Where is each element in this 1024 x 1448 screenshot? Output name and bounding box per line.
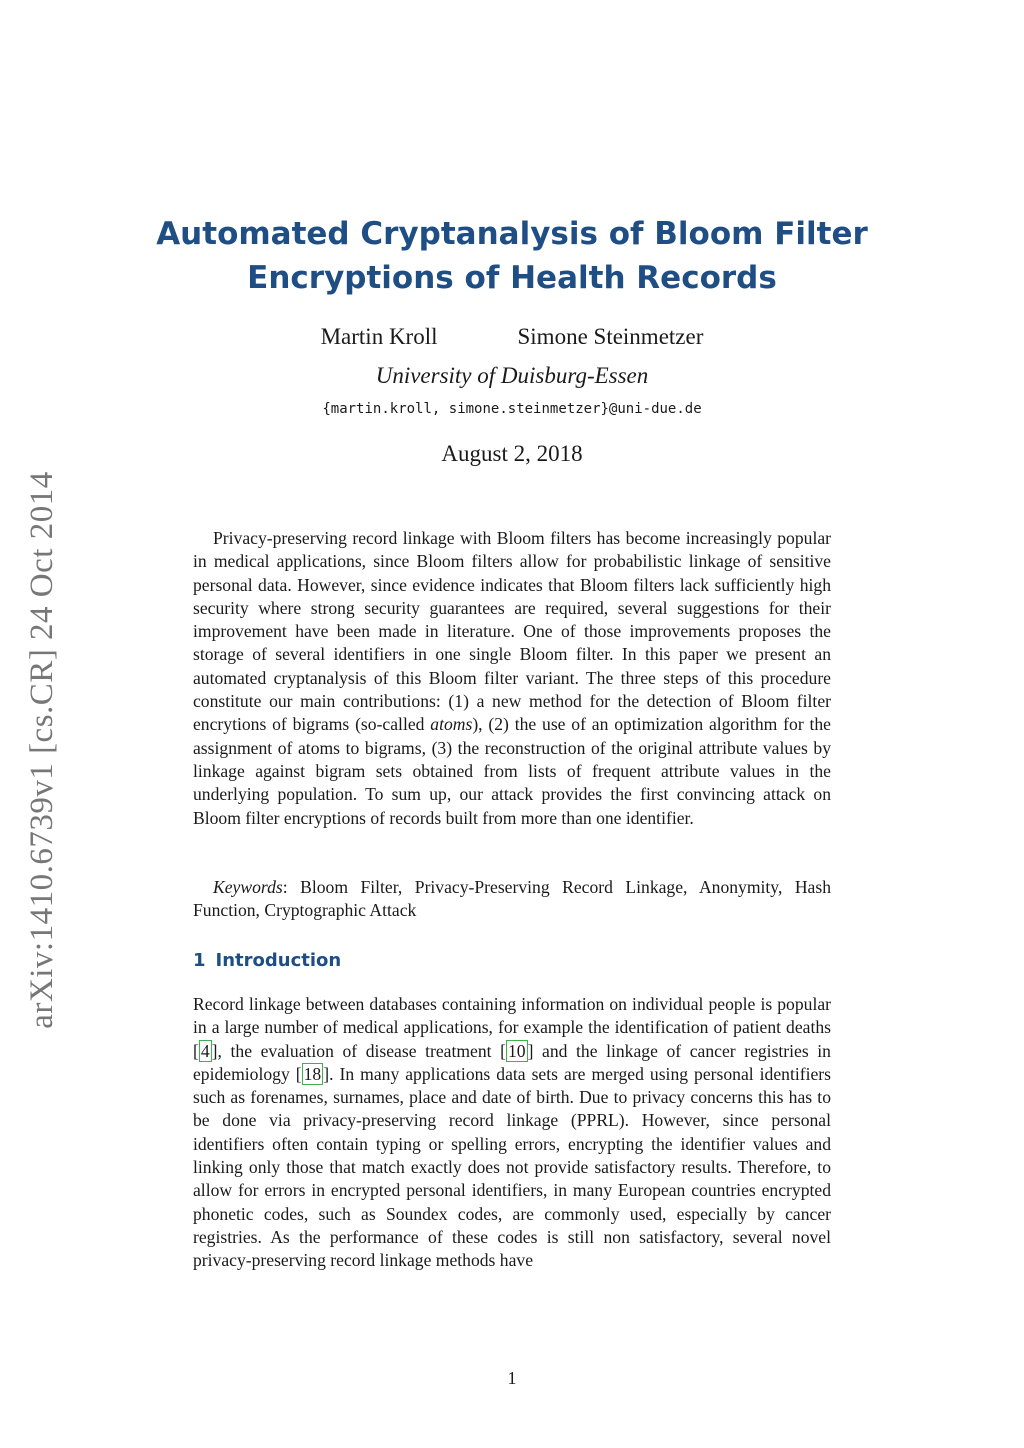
section-title: Introduction — [215, 950, 342, 971]
citation-link[interactable]: 10 — [507, 1040, 526, 1061]
citation-link[interactable]: 18 — [303, 1063, 322, 1084]
abstract-text-part-2: ), (2) the use of an optimization algorithm for the assignment of atoms to bigrams, (3) the reconstruction of the original attribute values by linkage against bigram sets obtained from lists of frequent attribute values in the underlying population. To sum up, our attack provides the first convincing attack on Bloom filter encryptions of records built from more than one identifier. — [193, 714, 831, 828]
intro-text-4: . In many applications data sets are merged using personal identifiers such as forenames, surnames, place and date of birth. Due to privacy concerns this has to be done via privacy-preserving record linkage (PPRL). However, since personal identifiers often contain typing or spelling errors, encrypting the identifier values and linking only those that match exactly does not provide satisfactory results. Therefore, to allow for errors in encrypted personal identifiers, in many European countries encrypted phonetic codes, such as Soundex codes, are commonly used, especially by cancer registries. As the performance of these codes is still non satisfactory, several novel privacy-preserving record linkage methods have — [193, 1063, 831, 1271]
author-affiliation: University of Duisburg-Essen — [375, 363, 649, 388]
intro-text-2: , the evaluation of disease treatment — [217, 1040, 501, 1061]
intro-text-1: Record linkage between databases containing information on individual people is popular in a large number of medical applications, for example the identification of patient deaths — [193, 994, 831, 1038]
abstract-atoms-term: atoms — [430, 714, 473, 735]
section-heading-introduction — [193, 950, 341, 971]
keywords-label: Keywords — [213, 877, 283, 897]
citation-link[interactable]: 4 — [200, 1040, 210, 1061]
author-name: Simone Steinmetzer — [517, 324, 704, 349]
arxiv-identifier-stamp — [16, 460, 76, 1040]
arxiv-stamp-text: arXiv:1410.6739v1 [cs.CR] 24 Oct 2014 — [24, 471, 60, 1029]
author-name: Martin Kroll — [320, 324, 438, 349]
author-list — [140, 324, 884, 350]
author-emails: {martin.kroll, simone.steinmetzer}@uni-due.de — [322, 401, 702, 417]
page-number: 1 — [507, 1368, 517, 1388]
abstract-paragraph — [193, 527, 831, 830]
intro-text-3: and the linkage of cancer registries in epidemiology — [193, 1040, 831, 1084]
paper-title-line-2: Encryptions of Health Records — [247, 260, 777, 296]
paper-title-line-1: Automated Cryptanalysis of Bloom Filter — [156, 216, 868, 252]
section-number: 1 — [193, 950, 206, 971]
keywords-block — [193, 876, 831, 923]
paper-date: August 2, 2018 — [441, 441, 583, 466]
introduction-paragraph: Record linkage between databases containing information on individual people is popular in a large number of medical applications, for example the identification of patient deaths [ 4 ], the evaluation of disease treatment [ 10 ] and the linkage of cancer registries in epidemiology [ 18 ]. In many applications data sets are merged using personal identifiers such as forenames, surnames, place and date of birth. Due to privacy concerns this has to be done via privacy-preserving record linkage (PPRL). However, since personal identifiers often contain typing or spelling errors, encrypting the identifier values and linking only those that match exactly does not provide satisfactory results. Therefore, to allow for errors in encrypted personal identifiers, in many European countries encrypted phonetic codes, such as Soundex codes, are commonly used, especially by cancer registries. As the performance of these codes is still non satisfactory, several novel privacy-preserving record linkage methods have — [193, 994, 831, 1271]
paper-title — [140, 212, 884, 300]
abstract-text-part-1: Privacy-preserving record linkage with Bloom filters has become increasingly popular in medical applications, since Bloom filters allow for probabilistic linkage of sensitive personal data. However, since evidence indicates that Bloom filters lack sufficiently high security where strong security guarantees are required, several suggestions for their improvement have been made in literature. One of those improvements proposes the storage of several identifiers in one single Bloom filter. In this paper we present an automated cryptanalysis of this Bloom filter variant. The three steps of this procedure constitute our main contributions: (1) a new method for the detection of Bloom filter encrytions of bigrams (so-called — [193, 528, 831, 735]
abstract — [193, 527, 831, 830]
keywords-text: : Bloom Filter, Privacy-Preserving Record Linkage, Anonymity, Hash Function, Cryptographic Attack — [193, 877, 831, 921]
